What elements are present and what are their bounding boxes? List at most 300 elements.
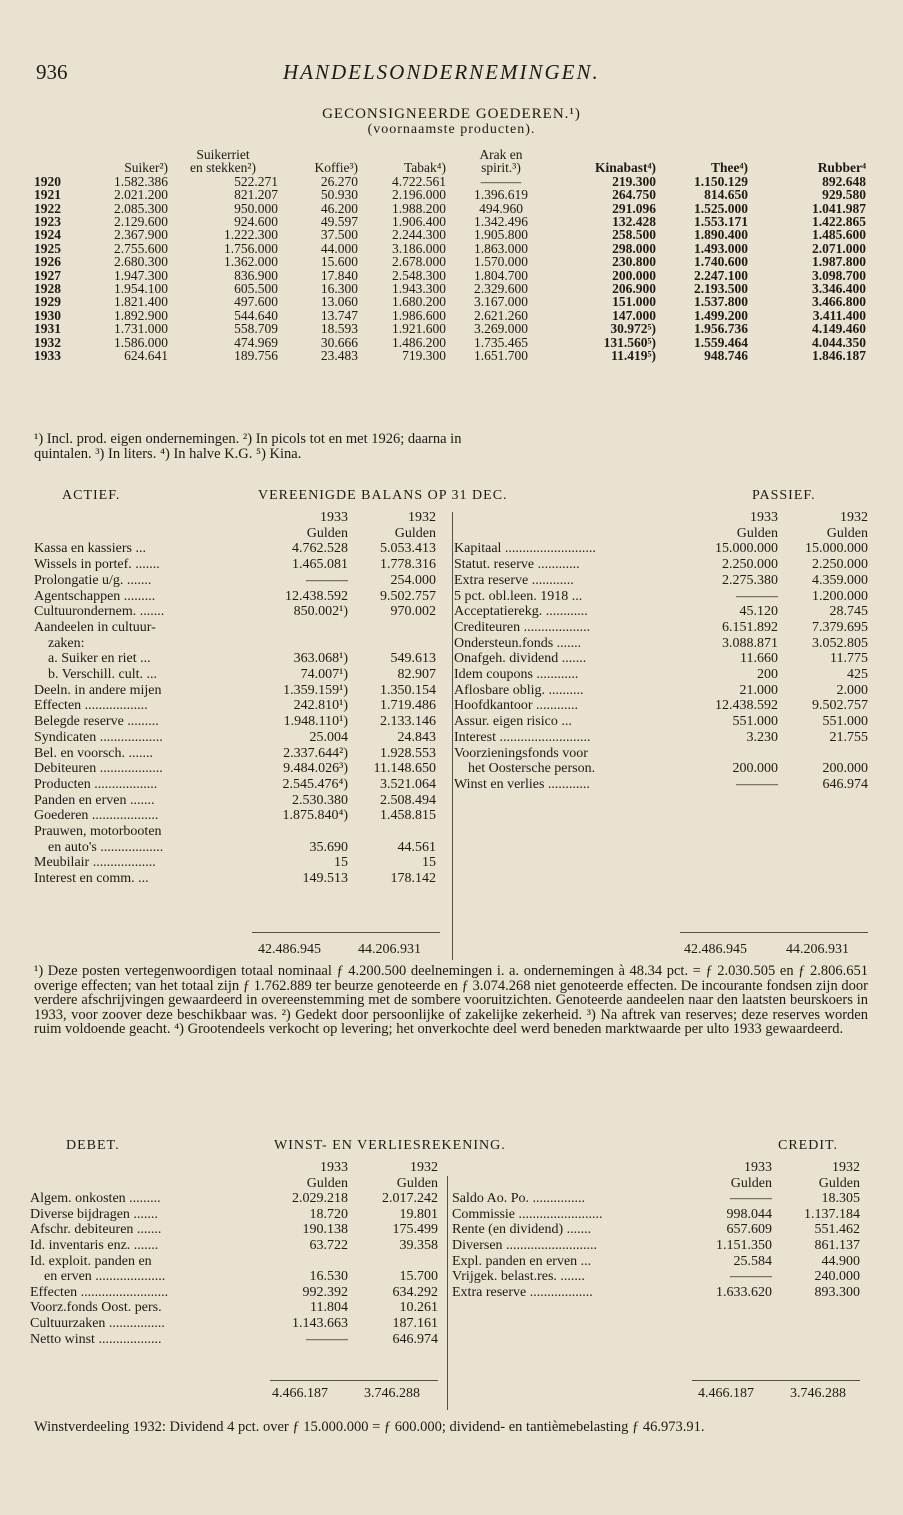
table-cell: 1.537.800 xyxy=(694,294,748,310)
ledger-row xyxy=(34,589,436,605)
consigned-col-header-top xyxy=(358,148,446,161)
table-cell: 1.582.386 xyxy=(114,173,168,189)
table-cell: 1.342.496 xyxy=(474,214,528,230)
ledger-value: 16.530 xyxy=(309,1269,348,1285)
ledger-row xyxy=(454,761,868,777)
ledger-value: 425 xyxy=(847,667,868,683)
table-row xyxy=(34,349,866,362)
consigned-col-header: Suiker²) xyxy=(124,160,168,176)
table-cell: 836.900 xyxy=(234,267,278,283)
table-cell: 230.800 xyxy=(612,254,656,270)
ledger-label: Goederen ................... xyxy=(34,808,159,824)
ledger-value: 28.745 xyxy=(829,604,868,620)
table-cell: 1.890.400 xyxy=(694,227,748,243)
ledger-value: 25.004 xyxy=(309,729,348,745)
ledger-label: Algem. onkosten ......... xyxy=(30,1191,161,1207)
ledger-value: 1.359.159¹) xyxy=(283,682,348,698)
table-cell: 1.553.171 xyxy=(694,214,748,230)
ledger-value: 9.502.757 xyxy=(812,698,868,714)
ledger-label: Saldo Ao. Po. ............... xyxy=(452,1191,586,1207)
ledger-value: 3.052.805 xyxy=(812,635,868,651)
ledger-value: 44.561 xyxy=(397,839,436,855)
ledger-value: 9.484.026³) xyxy=(283,761,348,777)
table-cell: 2.244.300 xyxy=(392,227,446,243)
consigned-col-header: spirit.³) xyxy=(481,160,521,176)
ledger-value: 25.584 xyxy=(733,1253,772,1269)
ledger-row xyxy=(452,1285,860,1301)
ledger-row xyxy=(34,824,436,840)
balance-total-rule-right xyxy=(680,932,868,933)
ledger-label: Id. exploit. panden en xyxy=(30,1253,152,1269)
credit-total-b: 3.746.288 xyxy=(790,1386,846,1401)
debet-total-b: 3.746.288 xyxy=(364,1386,420,1401)
ledger-value: 3.521.064 xyxy=(380,776,436,792)
ledger-row xyxy=(454,573,868,589)
pl-debet-table xyxy=(30,1160,438,1347)
ledger-value: 992.392 xyxy=(302,1284,348,1300)
ledger-row xyxy=(34,793,436,809)
table-cell: 1.988.200 xyxy=(392,200,446,216)
ledger-value xyxy=(778,746,868,762)
table-cell: 1.586.000 xyxy=(114,334,168,350)
ledger-value: 175.499 xyxy=(392,1222,438,1238)
ledger-value: 7.379.695 xyxy=(812,619,868,635)
table-cell: 1.525.000 xyxy=(694,200,748,216)
ledger-value: 549.613 xyxy=(390,651,436,667)
ledger-label: Netto winst .................. xyxy=(30,1331,162,1347)
table-row xyxy=(34,309,866,322)
ledger-row xyxy=(454,698,868,714)
table-cell: 1.906.400 xyxy=(392,214,446,230)
table-cell: 13.747 xyxy=(320,307,358,323)
table-row xyxy=(34,269,866,282)
ledger-label: Meubilair .................. xyxy=(34,855,156,871)
ledger-value: 3.088.871 xyxy=(722,635,778,651)
ledger-row xyxy=(34,573,436,589)
ledger-label: Aandeelen in cultuur- xyxy=(34,619,156,635)
table-cell: 1.499.200 xyxy=(694,307,748,323)
balance-divider xyxy=(452,512,453,960)
table-row xyxy=(34,282,866,295)
debet-year-a: 1933 xyxy=(320,1160,348,1175)
ledger-value: 187.161 xyxy=(392,1315,438,1331)
ledger-label: Kapitaal .......................... xyxy=(454,541,596,557)
table-cell: 1.735.465 xyxy=(474,334,528,350)
ledger-value: ——— xyxy=(306,1331,348,1347)
debet-unit-a: Gulden xyxy=(306,1175,348,1191)
ledger-value: ——— xyxy=(736,588,778,604)
table-cell: 3.411.400 xyxy=(812,307,866,323)
table-cell: 3.466.800 xyxy=(812,294,866,310)
ledger-label: Voorz.fonds Oost. pers. xyxy=(30,1300,162,1316)
ledger-value xyxy=(266,824,348,840)
table-row xyxy=(34,295,866,308)
ledger-label: Deeln. in andere mijen xyxy=(34,682,162,698)
consigned-title: GECONSIGNEERDE GOEDEREN.¹) xyxy=(322,106,581,122)
table-cell: 16.300 xyxy=(320,281,358,297)
ledger-row xyxy=(454,604,868,620)
ledger-value: 1.719.486 xyxy=(380,698,436,714)
ledger-label: Kassa en kassiers ... xyxy=(34,541,146,557)
ledger-label: Prolongatie u/g. ....... xyxy=(34,572,152,588)
ledger-value: 12.438.592 xyxy=(715,698,778,714)
ledger-value: 4.359.000 xyxy=(812,572,868,588)
ledger-value xyxy=(266,636,348,652)
passief-year-b: 1932 xyxy=(840,510,868,525)
consigned-col-header-top xyxy=(88,148,168,161)
table-cell: 1.493.000 xyxy=(694,240,748,256)
ledger-label: Panden en erven ....... xyxy=(34,792,155,808)
table-row xyxy=(34,215,866,228)
ledger-value: 1.458.815 xyxy=(380,808,436,824)
ledger-value: 1.778.316 xyxy=(380,557,436,573)
ledger-row xyxy=(452,1222,860,1238)
ledger-value: 10.261 xyxy=(399,1300,438,1316)
balance-notes: ¹) Deze posten vertegenwoordigen totaal nominaal ƒ 4.200.500 deelnemingen i. a. ondernemingen à 48.34 pct. = ƒ 2.030.505 en ƒ 2.806.651 overige effecten; van het totaal zijn ƒ 1.762.889 ter beurze genoteerde en ƒ 3.074.268 niet genoteerde effecten. De incourante fondsen zijn door verdere afschrijvingen gewaardeerd in overeenstemming met de sombere vooruitzichten. Genoteerde aandeelen naar den laatsten beurskoers in 1933, voor zoover deze beschikbaar was. ²) Gedekt door persoonlijke of zakelijke zekerheid. ³) Na aftrek van reserves; deze reserves worden ruim voldoende geacht. ⁴) Grootendeels verkocht op levering; het onverkochte deel werd beneden marktwaarde per ulto 1933 gewaardeerd. xyxy=(34,963,868,1037)
table-cell: 2.196.000 xyxy=(392,187,446,203)
table-cell: 3.346.400 xyxy=(812,281,866,297)
ledger-label: Syndicaten .................. xyxy=(34,729,163,745)
balance-right-heading: PASSIEF. xyxy=(752,488,816,503)
ledger-row xyxy=(34,840,436,856)
table-cell: 258.500 xyxy=(612,227,656,243)
ledger-value: ——— xyxy=(730,1191,772,1207)
actief-unit-a: Gulden xyxy=(306,525,348,541)
table-cell: 950.000 xyxy=(234,200,278,216)
ledger-row xyxy=(454,730,868,746)
ledger-value: 178.142 xyxy=(390,871,436,887)
table-row xyxy=(34,175,866,188)
ledger-row xyxy=(34,730,436,746)
year-cell: 1926 xyxy=(34,254,61,270)
table-cell: 4.044.350 xyxy=(812,334,866,350)
ledger-label: Rente (en dividend) ....... xyxy=(452,1222,592,1238)
ledger-value: 190.138 xyxy=(302,1222,348,1238)
ledger-value: 634.292 xyxy=(392,1284,438,1300)
table-cell: 1.740.600 xyxy=(694,254,748,270)
ledger-value: 1.465.081 xyxy=(292,557,348,573)
ledger-label: Diverse bijdragen ....... xyxy=(30,1206,158,1222)
table-cell: 2.367.900 xyxy=(114,227,168,243)
year-cell: 1927 xyxy=(34,267,61,283)
balance-left-heading: ACTIEF. xyxy=(62,488,121,503)
ledger-value: 11.775 xyxy=(830,651,868,667)
year-cell: 1928 xyxy=(34,281,61,297)
ledger-value xyxy=(266,620,348,636)
year-cell: 1932 xyxy=(34,334,61,350)
table-cell: 1.041.987 xyxy=(812,200,866,216)
balance-title: VEREENIGDE BALANS OP 31 DEC. xyxy=(258,488,508,503)
ledger-row xyxy=(34,557,436,573)
actief-year-a: 1933 xyxy=(320,510,348,525)
table-cell: 1.559.464 xyxy=(694,334,748,350)
table-cell: 206.900 xyxy=(612,281,656,297)
ledger-row xyxy=(34,683,436,699)
table-cell: 44.000 xyxy=(320,240,358,256)
ledger-row xyxy=(34,871,436,887)
table-cell: 1.846.187 xyxy=(812,348,866,364)
credit-unit-a: Gulden xyxy=(730,1175,772,1191)
ledger-row xyxy=(452,1238,860,1254)
consigned-col-header: Tabak⁴) xyxy=(404,160,446,176)
table-row xyxy=(34,322,866,335)
pl-credit-table xyxy=(452,1160,860,1300)
pl-title: WINST- EN VERLIESREKENING. xyxy=(274,1138,506,1153)
ledger-value xyxy=(268,1254,348,1270)
consigned-col-header-top xyxy=(278,148,358,161)
ledger-value xyxy=(348,824,436,840)
ledger-row xyxy=(452,1207,860,1223)
consigned-col-header-top xyxy=(656,148,748,161)
consigned-col-header: Koffie³) xyxy=(314,160,358,176)
table-cell: 1.731.000 xyxy=(114,321,168,337)
ledger-value: 11.660 xyxy=(740,651,778,667)
ledger-label: Extra reserve ............ xyxy=(454,572,574,588)
ledger-label: Commissie ........................ xyxy=(452,1206,603,1222)
table-cell: 605.500 xyxy=(234,281,278,297)
pl-right-heading: CREDIT. xyxy=(778,1138,839,1153)
table-cell: 1.987.800 xyxy=(812,254,866,270)
consigned-footnote-2: quintalen. ³) In liters. ⁴) In halve K.G. ⁵) Kina. xyxy=(34,446,302,462)
ledger-row xyxy=(34,855,436,871)
table-cell: 624.641 xyxy=(124,348,168,364)
ledger-value: 15 xyxy=(422,855,436,871)
ledger-label: Interest .......................... xyxy=(454,729,591,745)
ledger-label: Hoofdkantoor ............ xyxy=(454,698,579,714)
ledger-value: 11.804 xyxy=(310,1300,348,1316)
table-cell: 189.756 xyxy=(234,348,278,364)
ledger-row xyxy=(452,1269,860,1285)
ledger-label: b. Verschill. cult. ... xyxy=(48,667,158,683)
ledger-value: 1.948.110¹) xyxy=(283,714,348,730)
ledger-row xyxy=(454,557,868,573)
ledger-value: 82.907 xyxy=(397,667,436,683)
table-cell: 2.071.000 xyxy=(812,240,866,256)
table-cell: 1.396.619 xyxy=(474,187,528,203)
table-cell: 219.300 xyxy=(612,173,656,189)
ledger-value: 200.000 xyxy=(822,761,868,777)
ledger-row xyxy=(30,1254,438,1270)
passief-total-a: 42.486.945 xyxy=(684,942,747,957)
table-cell: 30.972⁵) xyxy=(610,321,656,337)
ledger-value xyxy=(686,746,778,762)
ledger-value: ——— xyxy=(736,776,778,792)
ledger-label: het Oostersche person. xyxy=(468,761,596,777)
credit-unit-b: Gulden xyxy=(818,1175,860,1191)
table-cell: 1.222.300 xyxy=(224,227,278,243)
consigned-col-header: en stekken²) xyxy=(190,160,256,176)
ledger-label: Producten .................. xyxy=(34,776,158,792)
ledger-value: 35.690 xyxy=(309,839,348,855)
ledger-value: 551.000 xyxy=(822,714,868,730)
table-cell: 200.000 xyxy=(612,267,656,283)
table-cell: 30.666 xyxy=(320,334,358,350)
ledger-row xyxy=(30,1207,438,1223)
consigned-footnote-1: ¹) Incl. prod. eigen ondernemingen. ²) In picols tot en met 1926; daarna in xyxy=(34,431,462,447)
ledger-label: zaken: xyxy=(48,635,85,651)
ledger-value: 2.530.380 xyxy=(292,792,348,808)
ledger-value: 2.508.494 xyxy=(380,792,436,808)
table-cell: 26.270 xyxy=(320,173,358,189)
ledger-value: 970.002 xyxy=(390,604,436,620)
table-cell: 50.930 xyxy=(320,187,358,203)
ledger-value: 3.230 xyxy=(746,729,778,745)
ledger-value: 21.000 xyxy=(739,682,778,698)
year-cell: 1920 xyxy=(34,173,61,189)
table-cell: 1.863.000 xyxy=(474,240,528,256)
credit-total-a: 4.466.187 xyxy=(698,1386,754,1401)
ledger-value: 646.974 xyxy=(392,1331,438,1347)
ledger-row xyxy=(452,1254,860,1270)
ledger-value: 39.358 xyxy=(399,1237,438,1253)
ledger-label: en erven .................... xyxy=(44,1269,166,1285)
table-cell: 544.640 xyxy=(234,307,278,323)
table-cell: 2.621.260 xyxy=(474,307,528,323)
ledger-label: Vrijgek. belast.res. ....... xyxy=(452,1269,585,1285)
table-row xyxy=(34,255,866,268)
ledger-value xyxy=(348,620,436,636)
ledger-row xyxy=(454,589,868,605)
consigned-col-header-top xyxy=(556,148,656,161)
ledger-label: Id. inventaris enz. ....... xyxy=(30,1237,159,1253)
table-cell: 3.098.700 xyxy=(812,267,866,283)
ledger-row xyxy=(454,746,868,762)
ledger-value: 2.337.644²) xyxy=(283,745,348,761)
table-cell: 131.560⁵) xyxy=(603,334,656,350)
debet-year-b: 1932 xyxy=(410,1160,438,1175)
table-cell: 1.821.400 xyxy=(114,294,168,310)
ledger-value: 2.250.000 xyxy=(812,557,868,573)
ledger-value: 1.200.000 xyxy=(812,588,868,604)
ledger-value: 1.151.350 xyxy=(716,1237,772,1253)
table-cell: 814.650 xyxy=(704,187,748,203)
ledger-row xyxy=(34,714,436,730)
ledger-label: Crediteuren ................... xyxy=(454,619,591,635)
passief-total-b: 44.206.931 xyxy=(786,942,849,957)
consigned-col-header-top: Suikerriet xyxy=(196,147,250,162)
table-cell: 497.600 xyxy=(234,294,278,310)
table-row xyxy=(34,202,866,215)
table-cell: 132.428 xyxy=(612,214,656,230)
table-cell: 892.648 xyxy=(822,173,866,189)
ledger-row xyxy=(454,714,868,730)
ledger-label: Agentschappen ......... xyxy=(34,588,156,604)
ledger-label: Afschr. debiteuren ....... xyxy=(30,1222,162,1238)
table-row xyxy=(34,336,866,349)
ledger-row xyxy=(34,651,436,667)
ledger-label: en auto's .................. xyxy=(48,839,164,855)
table-cell: 2.085.300 xyxy=(114,200,168,216)
ledger-value: 45.120 xyxy=(739,604,778,620)
ledger-label: Ondersteun.fonds ....... xyxy=(454,635,582,651)
table-cell: 821.207 xyxy=(234,187,278,203)
ledger-label: Aflosbare oblig. .......... xyxy=(454,682,584,698)
table-cell: 1.150.129 xyxy=(694,173,748,189)
ledger-row xyxy=(454,683,868,699)
consigned-subtitle: (voornaamste producten). xyxy=(367,122,536,137)
ledger-value: 18.305 xyxy=(821,1191,860,1207)
ledger-label: Cultuurondernem. ....... xyxy=(34,604,165,620)
running-head: HANDELSONDERNEMINGEN. xyxy=(283,60,600,84)
ledger-row xyxy=(30,1332,438,1348)
ledger-value: 2.275.380 xyxy=(722,572,778,588)
debet-unit-b: Gulden xyxy=(396,1175,438,1191)
ledger-row xyxy=(452,1191,860,1207)
ledger-value: 861.137 xyxy=(814,1237,860,1253)
ledger-label: Wissels in portef. ....... xyxy=(34,557,160,573)
ledger-value: 254.000 xyxy=(390,572,436,588)
ledger-row xyxy=(30,1285,438,1301)
ledger-value: 15.000.000 xyxy=(715,541,778,557)
table-cell: 46.200 xyxy=(320,200,358,216)
consigned-col-header: Kinabast⁴) xyxy=(594,160,656,176)
balance-total-rule-left xyxy=(252,932,440,933)
table-cell: 924.600 xyxy=(234,214,278,230)
consigned-col-header-top xyxy=(748,148,866,161)
ledger-row xyxy=(30,1300,438,1316)
ledger-value: 850.002¹) xyxy=(293,604,348,620)
ledger-value: 15.700 xyxy=(399,1269,438,1285)
ledger-value: 1.137.184 xyxy=(804,1206,860,1222)
table-cell: 2.021.200 xyxy=(114,187,168,203)
table-cell: 1.986.600 xyxy=(392,307,446,323)
table-row xyxy=(34,228,866,241)
table-cell: 49.597 xyxy=(320,214,358,230)
year-cell: 1931 xyxy=(34,321,61,337)
table-cell: 1.651.700 xyxy=(474,348,528,364)
ledger-row xyxy=(454,777,868,793)
ledger-value: 24.843 xyxy=(397,729,436,745)
ledger-value: 363.068¹) xyxy=(293,651,348,667)
ledger-label: Assur. eigen risico ... xyxy=(454,714,572,730)
ledger-value: 74.007¹) xyxy=(300,667,348,683)
ledger-value: 200.000 xyxy=(732,761,778,777)
ledger-value: 2.017.242 xyxy=(382,1191,438,1207)
debet-total-a: 4.466.187 xyxy=(272,1386,328,1401)
ledger-label: Debiteuren .................. xyxy=(34,761,163,777)
ledger-value: ——— xyxy=(306,572,348,588)
ledger-row xyxy=(34,667,436,683)
page-number: 936 xyxy=(36,60,68,84)
ledger-value: 1.143.663 xyxy=(292,1315,348,1331)
table-cell: 17.840 xyxy=(320,267,358,283)
ledger-value: 1.350.154 xyxy=(380,682,436,698)
table-cell: 2.247.100 xyxy=(694,267,748,283)
table-cell: 1.956.736 xyxy=(694,321,748,337)
balance-passief-table xyxy=(454,510,868,793)
ledger-row xyxy=(34,777,436,793)
ledger-value: 44.900 xyxy=(821,1253,860,1269)
consigned-col-header: Thee⁴) xyxy=(710,160,748,176)
passief-unit-a: Gulden xyxy=(736,525,778,541)
ledger-value xyxy=(348,636,436,652)
ledger-value: 4.762.528 xyxy=(292,541,348,557)
ledger-label: Acceptatierekg. ............ xyxy=(454,604,588,620)
table-cell: 1.486.200 xyxy=(392,334,446,350)
table-cell: 2.755.600 xyxy=(114,240,168,256)
ledger-value: 15 xyxy=(334,855,348,871)
ledger-label: Expl. panden en erven ... xyxy=(452,1253,592,1269)
credit-year-b: 1932 xyxy=(832,1160,860,1175)
ledger-value: 657.609 xyxy=(726,1222,772,1238)
pl-footer: Winstverdeeling 1932: Dividend 4 pct. over ƒ 15.000.000 = ƒ 600.000; dividend- en tantièmebelasting ƒ 46.973.91. xyxy=(34,1419,705,1435)
table-cell: 151.000 xyxy=(612,294,656,310)
table-cell: 1.943.300 xyxy=(392,281,446,297)
table-cell: 558.709 xyxy=(234,321,278,337)
ledger-value: 240.000 xyxy=(814,1269,860,1285)
ledger-row xyxy=(30,1238,438,1254)
table-cell: 3.269.000 xyxy=(474,321,528,337)
